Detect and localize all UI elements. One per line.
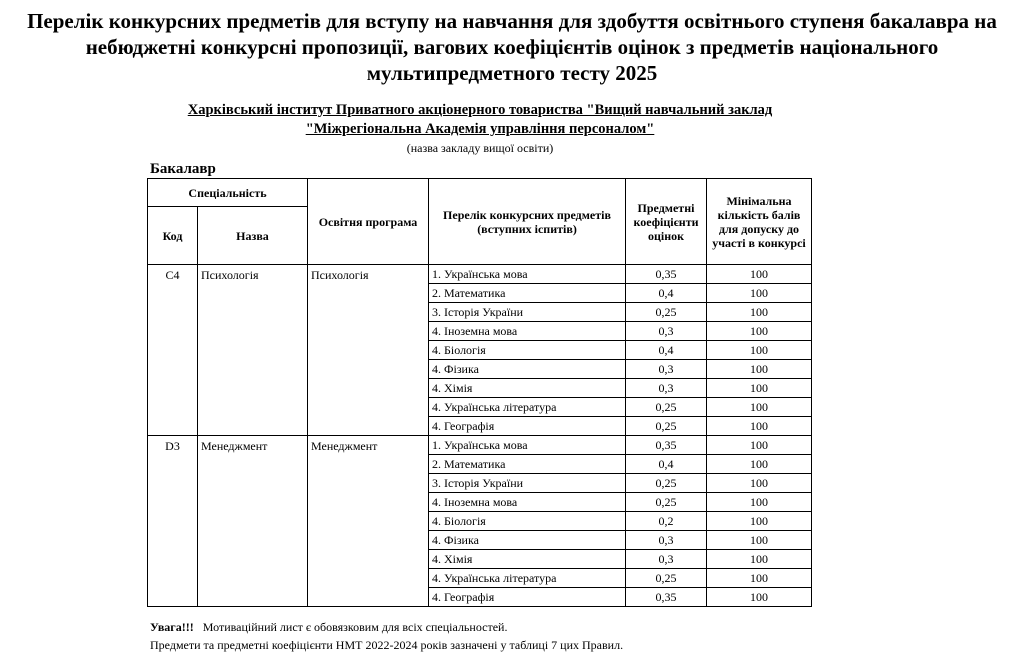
coefficient-cell: 0,35 [626, 265, 707, 284]
header-subjects: Перелік конкурсних предметів (вступних іспитів) [429, 179, 626, 265]
coefficient-cell: 0,25 [626, 493, 707, 512]
subjects-table [147, 178, 812, 607]
min-score-cell: 100 [707, 284, 812, 303]
min-score-cell: 100 [707, 398, 812, 417]
header-min-score: Мінімальна кількість балів для допуску до участі в конкурсі [707, 179, 812, 265]
min-score-cell: 100 [707, 550, 812, 569]
coefficient-cell: 0,3 [626, 550, 707, 569]
education-program: Психологія [308, 265, 429, 436]
coefficient-cell: 0,25 [626, 417, 707, 436]
subject-cell: 4. Українська література [429, 569, 626, 588]
warning-text: Мотиваційний лист є обовязковим для всіх спеціальностей. [202, 620, 508, 634]
coefficient-cell: 0,4 [626, 341, 707, 360]
specialty-name: Менеджмент [198, 436, 308, 607]
header-program: Освітня програма [308, 179, 429, 265]
coefficient-cell: 0,25 [626, 303, 707, 322]
min-score-cell: 100 [707, 322, 812, 341]
min-score-cell: 100 [707, 436, 812, 455]
subject-cell: 4. Іноземна мова [429, 322, 626, 341]
coefficient-cell: 0,4 [626, 455, 707, 474]
min-score-cell: 100 [707, 531, 812, 550]
subject-cell: 4. Біологія [429, 341, 626, 360]
degree-level: Бакалавр [150, 161, 216, 177]
min-score-cell: 100 [707, 569, 812, 588]
min-score-cell: 100 [707, 265, 812, 284]
page-title: Перелік конкурсних предметів для вступу на навчання для здобуття освітнього ступеня бакалавра на небюджетні конкурсні пропозиції, вагових коефіцієнтів оцінок з предметів національного мультипредметного тесту 2025 [27, 9, 997, 85]
subject-cell: 4. Біологія [429, 512, 626, 531]
coefficient-cell: 0,2 [626, 512, 707, 531]
min-score-cell: 100 [707, 379, 812, 398]
subject-cell: 4. Хімія [429, 550, 626, 569]
education-program: Менеджмент [308, 436, 429, 607]
min-score-cell: 100 [707, 360, 812, 379]
table-body [148, 265, 812, 607]
coefficient-cell: 0,3 [626, 322, 707, 341]
min-score-cell: 100 [707, 474, 812, 493]
coefficient-cell: 0,25 [626, 569, 707, 588]
subject-cell: 3. Історія України [429, 474, 626, 493]
min-score-cell: 100 [707, 512, 812, 531]
coefficient-cell: 0,4 [626, 284, 707, 303]
specialty-name: Психологія [198, 265, 308, 436]
coefficient-cell: 0,3 [626, 379, 707, 398]
header-code: Код [148, 207, 198, 265]
specialty-code: С4 [148, 265, 198, 436]
min-score-cell: 100 [707, 455, 812, 474]
subject-cell: 4. Хімія [429, 379, 626, 398]
table-row [148, 436, 812, 455]
institution-line-1: Харківський інститут Приватного акціонерного товариства "Вищий навчальний заклад [187, 102, 773, 118]
coefficient-cell: 0,3 [626, 531, 707, 550]
subject-cell: 1. Українська мова [429, 436, 626, 455]
table-row [148, 265, 812, 284]
subject-cell: 2. Математика [429, 455, 626, 474]
header-coefficients: Предметні коефіцієнти оцінок [626, 179, 707, 265]
min-score-cell: 100 [707, 588, 812, 607]
header-specialty: Спеціальність [148, 179, 308, 207]
subject-cell: 4. Фізика [429, 360, 626, 379]
coefficient-cell: 0,25 [626, 474, 707, 493]
specialty-code: D3 [148, 436, 198, 607]
subject-cell: 1. Українська мова [429, 265, 626, 284]
subject-cell: 4. Іноземна мова [429, 493, 626, 512]
coefficient-cell: 0,35 [626, 588, 707, 607]
warning-note [150, 620, 507, 634]
min-score-cell: 100 [707, 303, 812, 322]
subject-cell: 4. Географія [429, 588, 626, 607]
subject-cell: 2. Математика [429, 284, 626, 303]
min-score-cell: 100 [707, 417, 812, 436]
subject-cell: 4. Фізика [429, 531, 626, 550]
institution-caption: (назва закладу вищої освіти) [406, 141, 554, 155]
coefficient-cell: 0,35 [626, 436, 707, 455]
subject-cell: 4. Географія [429, 417, 626, 436]
footer-note: Предмети та предметні коефіцієнти НМТ 2022-2024 років зазначені у таблиці 7 цих Правил. [150, 638, 624, 652]
institution-line-2: "Міжрегіональна Академія управління персоналом" [305, 121, 655, 137]
min-score-cell: 100 [707, 341, 812, 360]
institution-name [150, 101, 810, 139]
warning-label: Увага!!! [150, 620, 194, 634]
subject-cell: 4. Українська література [429, 398, 626, 417]
coefficient-cell: 0,3 [626, 360, 707, 379]
min-score-cell: 100 [707, 493, 812, 512]
header-name: Назва [198, 207, 308, 265]
coefficient-cell: 0,25 [626, 398, 707, 417]
subject-cell: 3. Історія України [429, 303, 626, 322]
